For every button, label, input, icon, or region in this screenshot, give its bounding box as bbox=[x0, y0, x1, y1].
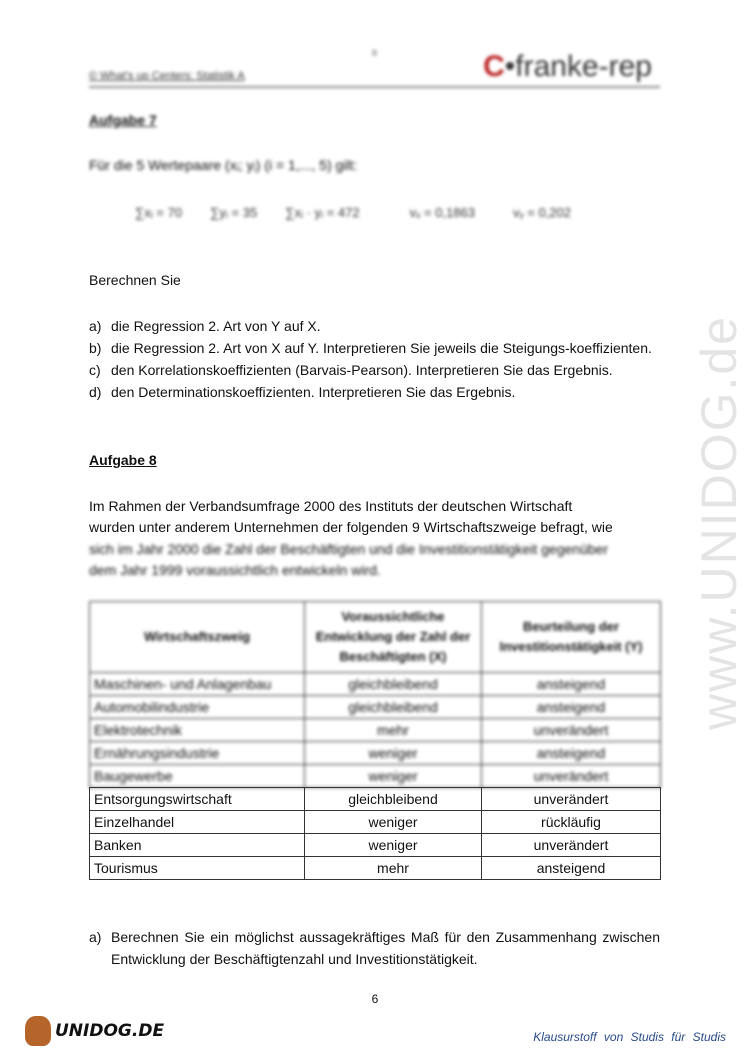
watermark: www.UNIDOG.de bbox=[691, 315, 747, 730]
unidog-logo: UNIDOG.DE bbox=[25, 1016, 164, 1046]
data-table bbox=[89, 787, 661, 880]
table-row: Banken weniger unverändert bbox=[90, 834, 661, 857]
formula: ∑xᵢ = 70 bbox=[135, 205, 183, 220]
aufgabe8-item-a: a) Berechnen Sie ein möglichst aussagekräftiges Maß für den Zusammenhang zwischen Entwicklung der Beschäftigtenzahl und Investitionstätigkeit. bbox=[89, 929, 660, 967]
list-item: c) den Korrelationskoeffizienten (Barvais-Pearson). Interpretieren Sie das Ergebnis. bbox=[89, 362, 613, 378]
formula: vₓ = 0,1863 bbox=[409, 205, 475, 220]
list-item: d) den Determinationskoeffizienten. Interpretieren Sie das Ergebnis. bbox=[89, 384, 516, 400]
formula: ∑yᵢ = 35 bbox=[210, 205, 258, 220]
column-header: Beurteilung der Investitionstätigkeit (Y) bbox=[482, 602, 661, 673]
dog-icon bbox=[25, 1016, 51, 1046]
aufgabe8-para: dem Jahr 1999 voraussichtlich entwickeln wird. bbox=[89, 562, 381, 578]
formula: vᵧ = 0,202 bbox=[512, 205, 571, 220]
column-header: Voraussichtliche Entwicklung der Zahl der Beschäftigten (X) bbox=[305, 602, 482, 673]
page-header bbox=[89, 48, 660, 88]
table-row: Baugewerbe weniger unverändert bbox=[90, 765, 661, 788]
formula: ∑xᵢ · yᵢ = 472 bbox=[285, 205, 360, 220]
aufgabe8-para: sich im Jahr 2000 die Zahl der Beschäftigten und die Investitionstätigkeit gegenüber bbox=[89, 541, 609, 557]
aufgabe7-title: Aufgabe 7 bbox=[89, 112, 157, 128]
table-row: Einzelhandel weniger rückläufig bbox=[90, 811, 661, 834]
aufgabe8-para: wurden unter anderem Unternehmen der folgenden 9 Wirtschaftszweige befragt, wie bbox=[89, 519, 613, 535]
column-header: Wirtschaftszweig bbox=[90, 602, 305, 673]
aufgabe8-para: Im Rahmen der Verbandsumfrage 2000 des Instituts der deutschen Wirtschaft bbox=[89, 498, 573, 514]
data-table-blurred bbox=[89, 601, 661, 788]
franke-rep-logo: C•franke-rep bbox=[483, 50, 652, 83]
aufgabe7-prompt: Berechnen Sie bbox=[89, 272, 181, 288]
aufgabe8-title: Aufgabe 8 bbox=[89, 452, 157, 468]
table-row: Elektrotechnik mehr unverändert bbox=[90, 719, 661, 742]
page-number: 6 bbox=[371, 992, 379, 1006]
header-mark: II bbox=[372, 48, 378, 58]
table-row: Tourismus mehr ansteigend bbox=[90, 857, 661, 880]
formula-line bbox=[135, 205, 571, 220]
table-row: Ernährungsindustrie weniger ansteigend bbox=[90, 742, 661, 765]
footer-tagline: Klausurstoff von Studis für Studis bbox=[533, 1030, 726, 1044]
header-left: © What's up Centers: Statistik A bbox=[89, 70, 245, 82]
table-row: Entsorgungswirtschaft gleichbleibend unverändert bbox=[90, 788, 661, 811]
table-row: Automobilindustrie gleichbleibend ansteigend bbox=[90, 696, 661, 719]
list-item: b) die Regression 2. Art von X auf Y. Interpretieren Sie jeweils die Steigungs-koeffizienten. bbox=[89, 340, 652, 356]
table-row: Maschinen- und Anlagenbau gleichbleibend ansteigend bbox=[90, 673, 661, 696]
list-item: a) die Regression 2. Art von Y auf X. bbox=[89, 318, 321, 334]
aufgabe7-intro: Für die 5 Wertepaare (xᵢ; yᵢ) (i = 1,..., 5) gilt: bbox=[89, 157, 358, 173]
aufgabe7-list bbox=[89, 315, 660, 403]
